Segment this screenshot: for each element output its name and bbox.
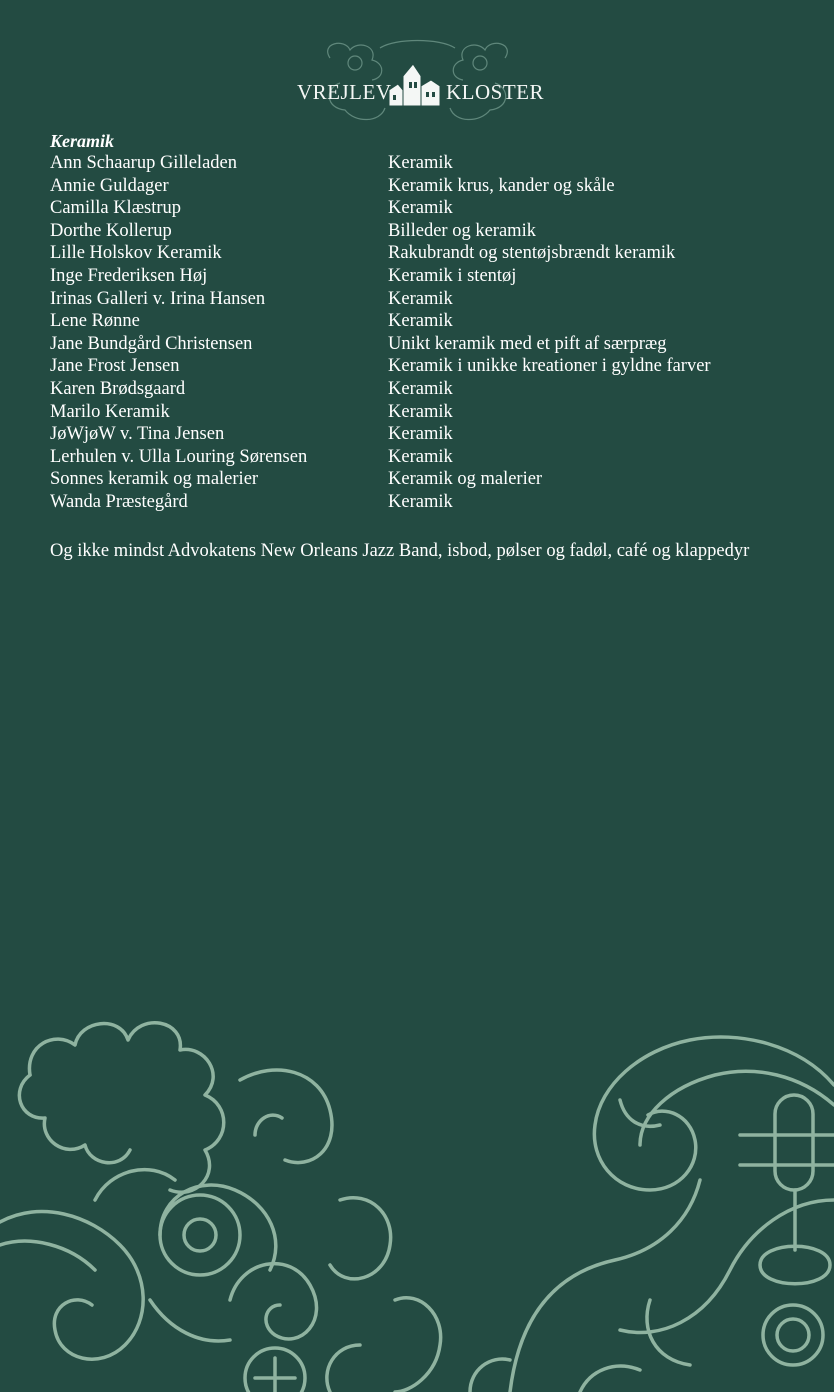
exhibitor-description: Keramik krus, kander og skåle [388,175,615,196]
exhibitor-name: Jane Bundgård Christensen [50,333,253,354]
exhibitor-name: Camilla Klæstrup [50,198,182,219]
list-item [50,310,770,333]
list-item [50,468,770,491]
list-item [50,355,770,378]
exhibitor-description: Keramik [388,198,453,219]
exhibitor-description: Keramik og malerier [388,469,543,490]
logo [0,38,834,138]
list-item [50,265,770,288]
list-item [50,175,770,198]
exhibitor-name: Marilo Keramik [50,401,170,422]
exhibitor-description: Keramik [388,378,453,399]
logo-emblem [0,38,834,138]
list-item [50,446,770,469]
exhibitor-list [50,152,770,514]
list-item [50,242,770,265]
exhibitor-description: Keramik [388,311,453,332]
exhibitor-description: Keramik i unikke kreationer i gyldne farver [388,356,711,377]
exhibitor-description: Unikt keramik med et pift af særpræg [388,333,667,354]
exhibitor-name: Lerhulen v. Ulla Louring Sørensen [50,446,308,467]
list-item [50,423,770,446]
exhibitor-description: Keramik i stentøj [388,265,517,286]
list-item [50,401,770,424]
exhibitor-name: Lene Rønne [50,311,140,332]
exhibitor-name: Karen Brødsgaard [50,378,186,399]
list-item [50,220,770,243]
footer-text: Og ikke mindst Advokatens New Orleans Jazz Band, isbod, pølser og fadøl, café og klappedyr [50,541,750,561]
section-heading: Keramik [50,131,115,151]
exhibitor-description: Keramik [388,446,453,467]
exhibitor-name: JøWjøW v. Tina Jensen [50,424,225,445]
list-item [50,152,770,175]
logo-text-right: KLOSTER [446,80,544,104]
exhibitor-name: Inge Frederiksen Høj [50,265,208,286]
exhibitor-name: Sonnes keramik og malerier [50,469,259,490]
exhibitor-description: Keramik [388,288,453,309]
list-item [50,197,770,220]
list-item [50,378,770,401]
exhibitor-name: Irinas Galleri v. Irina Hansen [50,288,266,309]
exhibitor-name: Jane Frost Jensen [50,356,180,377]
exhibitor-name: Wanda Præstegård [50,491,188,512]
exhibitor-description: Keramik [388,401,453,422]
exhibitor-name: Dorthe Kollerup [50,220,172,241]
exhibitor-description: Rakubrandt og stentøjsbrændt keramik [388,243,676,264]
logo-text-left: VREJLEV [297,80,392,104]
exhibitor-description: Keramik [388,491,453,512]
exhibitor-name: Annie Guldager [50,175,169,196]
exhibitor-name: Ann Schaarup Gilleladen [50,153,237,173]
list-item [50,333,770,356]
exhibitor-description: Keramik [388,153,453,173]
exhibitor-name: Lille Holskov Keramik [50,243,222,264]
exhibitor-description: Keramik [388,424,453,445]
list-item [50,491,770,514]
exhibitor-description: Billeder og keramik [388,220,536,241]
list-item [50,288,770,311]
